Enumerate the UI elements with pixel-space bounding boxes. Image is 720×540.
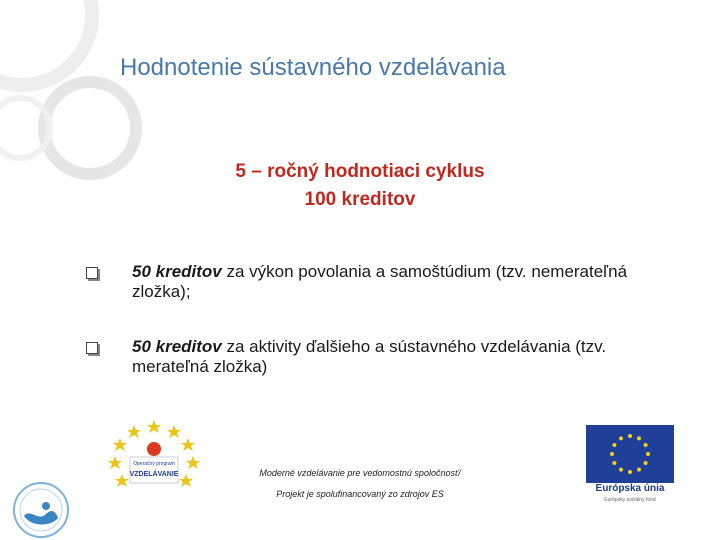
slide-subtitle [0, 158, 720, 214]
footer-line-1: Moderné vzdelávanie pre vedomostnú spoločnosť/ [259, 468, 461, 478]
eu-flag-logo [586, 425, 674, 483]
institution-seal-logo [8, 478, 74, 540]
bullet-text: za aktivity ďalšieho a sústavného vzdelávania (tzv. merateľná zložka) [132, 337, 607, 376]
checkbox-bullet-icon [86, 267, 98, 279]
bullet-strong-text: 50 kreditov [132, 262, 222, 281]
footer-line-2: Projekt je spolufinancovaný zo zdrojov ES [276, 489, 444, 499]
subtitle-line-2: 100 kreditov [304, 189, 416, 210]
checkbox-bullet-icon [86, 342, 98, 354]
bullet-item [82, 337, 682, 377]
svg-text:Operačný program: Operačný program [133, 461, 175, 467]
bullet-strong-text: 50 kreditov [132, 337, 222, 356]
bullet-item [82, 262, 682, 302]
bullet-list [82, 262, 682, 412]
eu-sub-label: Európsky sociálny fond [604, 497, 656, 503]
bullet-text: za výkon povolania a samoštúdium (tzv. nemerateľná zložka); [132, 262, 628, 301]
subtitle-line-1: 5 – ročný hodnotiaci cyklus [235, 161, 485, 182]
op-vzdelavanie-logo [108, 418, 200, 500]
svg-text:VZDELÁVANIE: VZDELÁVANIE [129, 471, 179, 478]
eu-label: Európska únia [595, 483, 665, 494]
slide-title: Hodnotenie sústavného vzdelávania [120, 54, 506, 81]
